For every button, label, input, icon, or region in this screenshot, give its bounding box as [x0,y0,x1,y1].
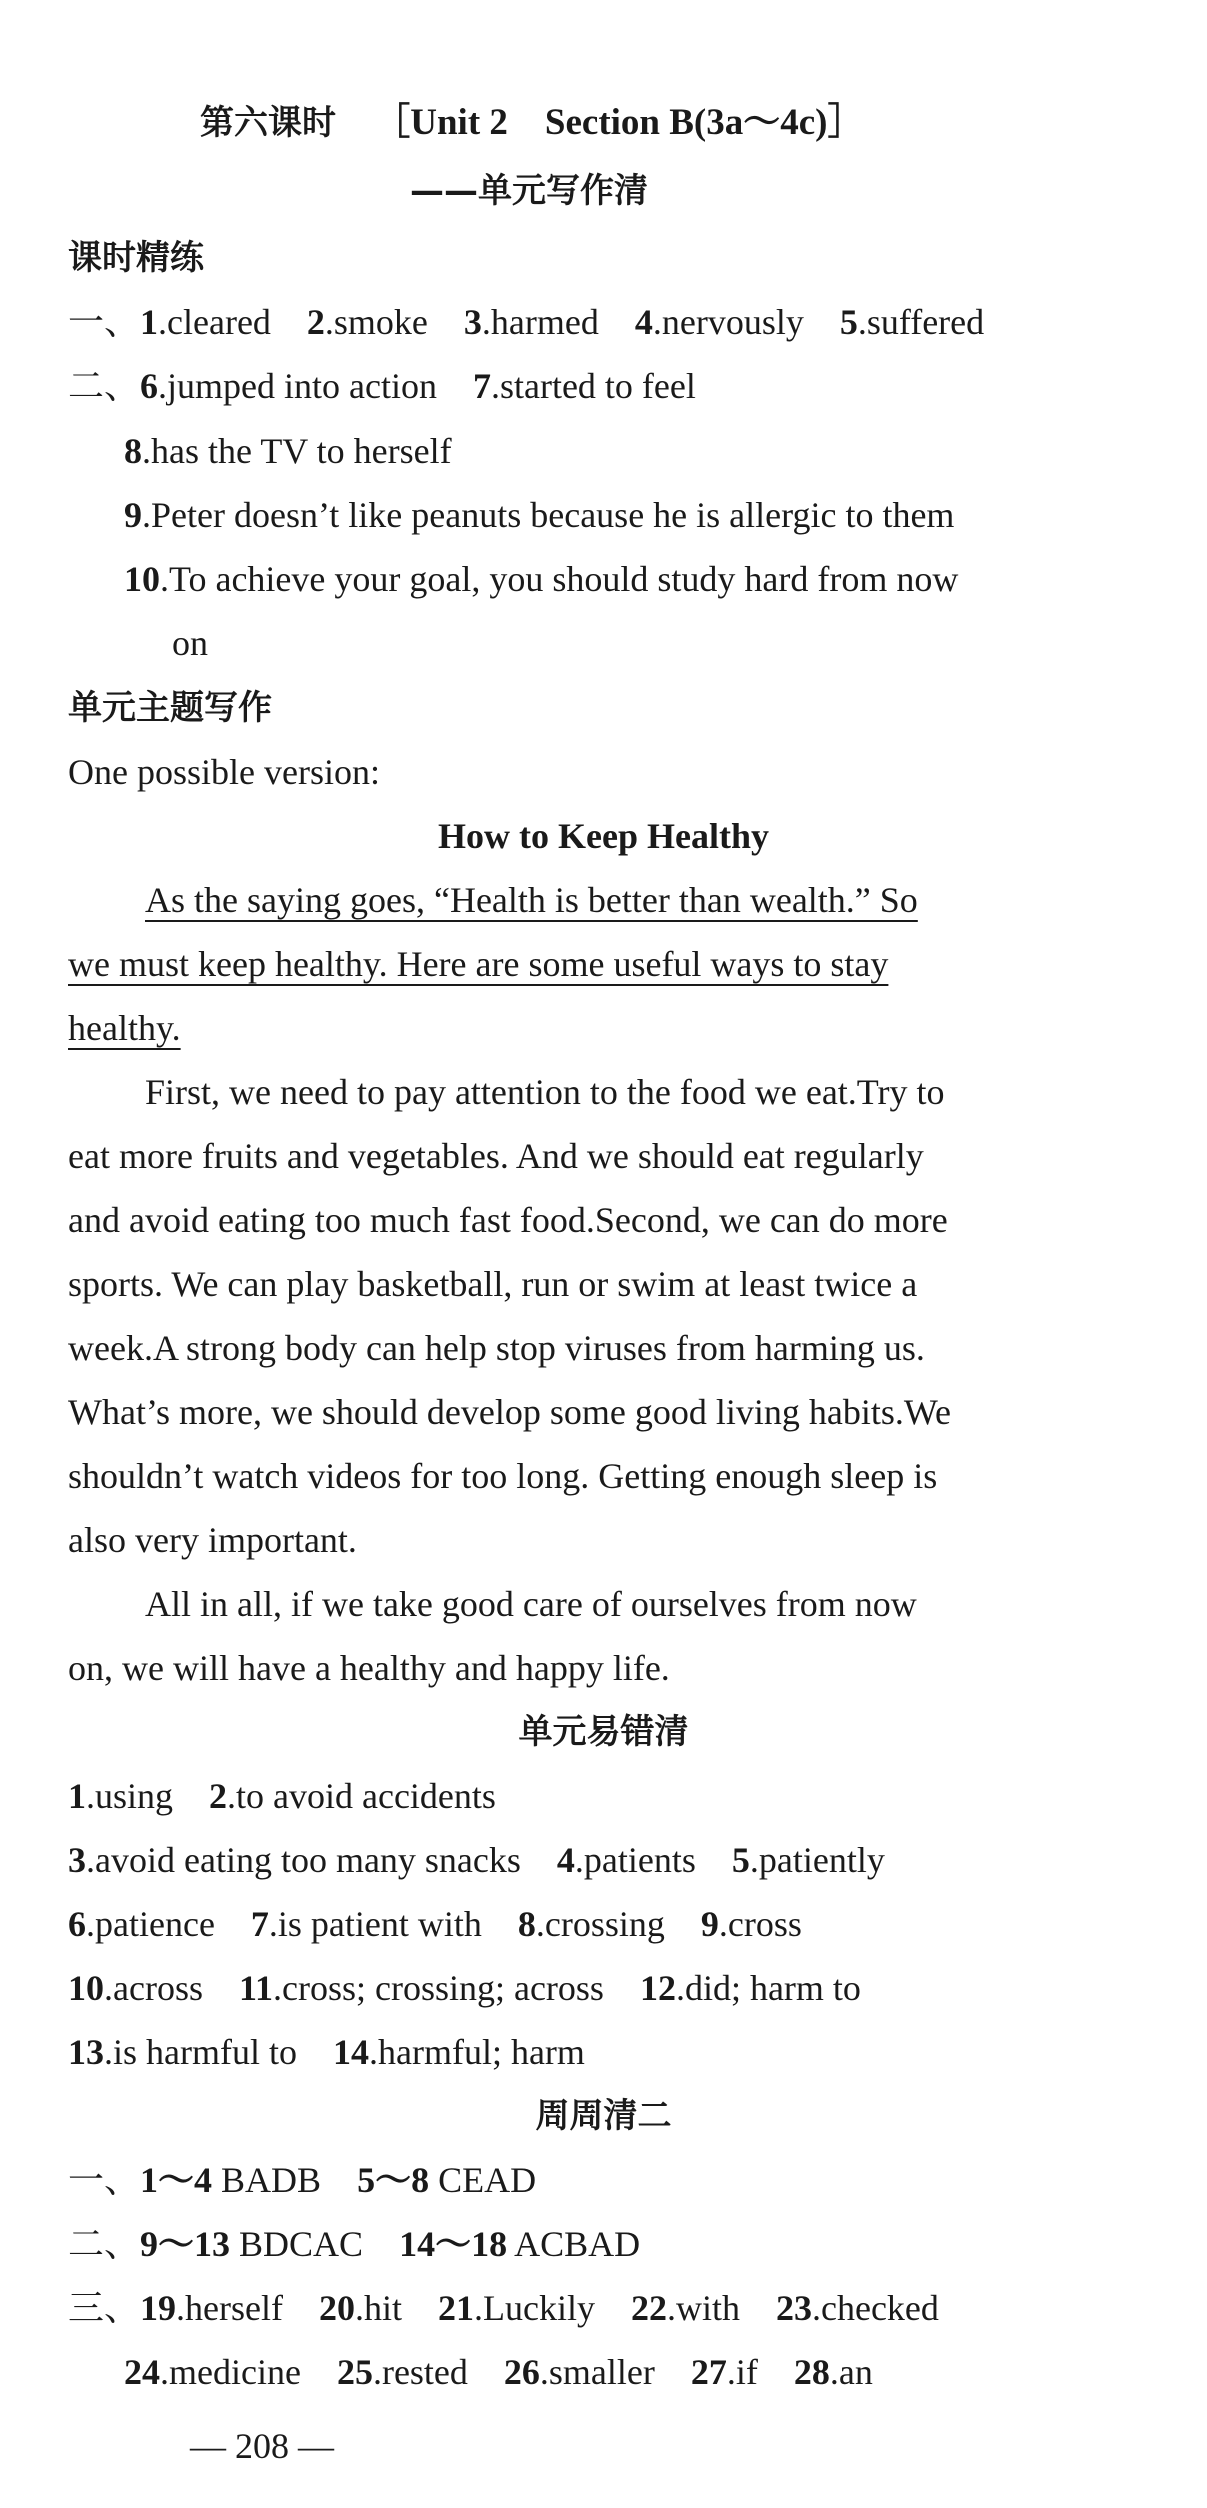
row-prefix: 一、 [68,2160,141,2201]
essay-line: week.A strong body can help stop viruses from harming us. [68,1328,925,1368]
answer-item: 28.an [793,2352,873,2392]
answer-item: 27.if [690,2352,758,2392]
answer-row-2 [68,361,696,412]
essay-intro: One possible version: [68,752,380,792]
answer-item: 10.across [68,1968,203,2008]
answer-item: 14.harmful; harm [332,2032,585,2072]
error-row-2 [68,1835,885,1885]
answer-item: 12.did; harm to [639,1968,861,2008]
essay-line: All in all, if we take good care of ourselves from now [145,1584,917,1624]
error-row-3 [68,1899,802,1949]
essay-line: also very important. [68,1520,357,1560]
answer-item: 24.medicine [124,2352,301,2392]
answer-item: 1.using [68,1776,174,1816]
answer-item: 5.suffered [839,302,985,342]
essay-line: shouldn’t watch videos for too long. Getting enough sleep is [68,1456,938,1496]
answer-item: 9.cross [700,1904,802,1944]
page-number: — 208 — [190,2426,334,2466]
row-prefix: 二、 [68,2224,141,2265]
weekly-row-2 [68,2219,640,2270]
answer-item: 8.crossing [517,1904,665,1944]
answer-item: 13.is harmful to [68,2032,297,2072]
section-heading-weekly-review: 周周清二 [535,2096,672,2136]
answer-item: 1.cleared [140,302,271,342]
answer-item: 19.herself [140,2288,283,2328]
essay-line: we must keep healthy. Here are some useful ways to stay [68,944,889,984]
answer-row-1 [68,297,984,348]
essay-line: healthy. [68,1008,181,1048]
answer-item: 3.avoid eating too many snacks [68,1840,521,1880]
lesson-subtitle: ——单元写作清 [410,171,648,211]
essay-line: As the saying goes, “Health is better than wealth.” So [145,880,918,920]
answer-item: 22.with [630,2288,740,2328]
error-row-4 [68,1963,861,2013]
error-row-5 [68,2027,585,2077]
answer-item: 7.is patient with [250,1904,482,1944]
section-heading-writing: 单元主题写作 [68,688,272,728]
answer-item-9: 9.Peter doesn’t like peanuts because he is allergic to them [124,495,955,535]
answer-item: 5.patiently [731,1840,885,1880]
answer-item: 6.patience [68,1904,215,1944]
unit-section-label: ［Unit 2 Section B(3a～4c)］ [373,102,865,143]
lesson-title [200,98,865,148]
answer-item: 7.started to feel [472,366,696,406]
answer-item: 5～8 CEAD [357,2160,537,2200]
section-heading-common-errors: 单元易错清 [518,1712,689,1752]
answer-item: 2.smoke [306,302,428,342]
answer-item: 6.jumped into action [140,366,437,406]
answer-item: 11.cross; crossing; across [238,1968,604,2008]
answer-item: 20.hit [318,2288,402,2328]
row-prefix: 三、 [68,2288,141,2329]
answer-item: 9～13 BDCAC [140,2224,364,2264]
answer-item: 3.harmed [463,302,599,342]
answer-item: 4.nervously [634,302,804,342]
answer-item: 25.rested [336,2352,468,2392]
essay-line: sports. We can play basketball, run or swim at least twice a [68,1264,918,1304]
answer-item: 21.Luckily [437,2288,595,2328]
answer-item-10: 10.To achieve your goal, you should study hard from now [124,559,959,599]
weekly-row-3 [68,2283,939,2334]
answer-item: 2.to avoid accidents [209,1776,496,1816]
answer-item-10-continued: on [172,623,208,663]
essay-line: on, we will have a healthy and happy life. [68,1648,670,1688]
essay-line: eat more fruits and vegetables. And we should eat regularly [68,1136,924,1176]
row-prefix: 一、 [68,302,141,343]
answer-item: 4.patients [556,1840,696,1880]
section-heading-practice: 课时精练 [68,238,204,278]
row-prefix: 二、 [68,366,141,407]
answer-item: 26.smaller [503,2352,655,2392]
essay-title: How to Keep Healthy [438,816,769,856]
error-row-1 [68,1771,496,1821]
weekly-row-1 [68,2155,536,2206]
answer-item: 23.checked [775,2288,939,2328]
essay-line: What’s more, we should develop some good living habits.We [68,1392,951,1432]
answer-item: 14～18 ACBAD [399,2224,641,2264]
answer-item-8: 8.has the TV to herself [124,431,452,471]
lesson-label: 第六课时 [200,103,336,143]
answer-item: 1～4 BADB [140,2160,322,2200]
essay-line: and avoid eating too much fast food.Second, we can do more [68,1200,948,1240]
weekly-row-4 [124,2347,873,2397]
essay-line: First, we need to pay attention to the food we eat.Try to [145,1072,945,1112]
